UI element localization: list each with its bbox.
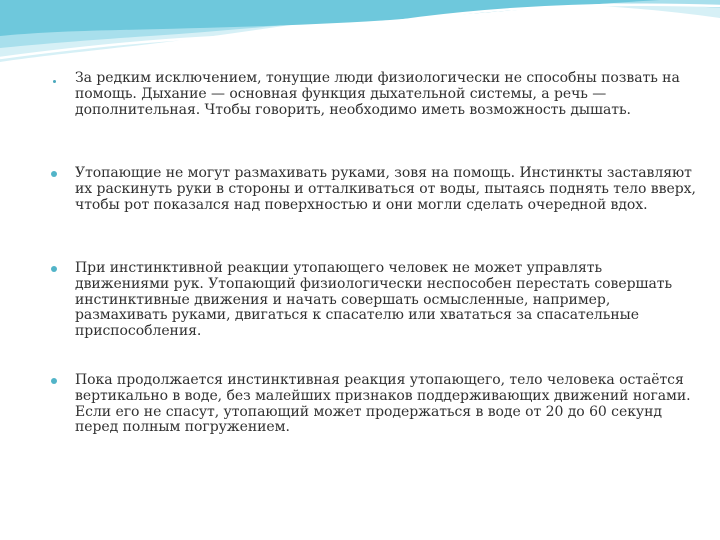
bullet-dot-icon xyxy=(51,266,57,272)
bullet-item-4 xyxy=(58,373,698,436)
bullet-item-1 xyxy=(58,71,698,118)
bullet-text-4: Пока продолжается инстинктивная реакция утопающего, тело человека остаётся вертикально в воде, без малейших признаков поддерживающих движений ногами. Если его не спасут, утопающий может продержаться в воде от 20 до 60 секунд перед полным погружением. xyxy=(75,372,691,436)
bullet-item-3 xyxy=(58,261,698,340)
wave-decoration xyxy=(0,0,720,80)
bullet-text-3: При инстинктивной реакции утопающего человек не может управлять движениями рук. Утопающий физиологически неспособен перестать совершать инстинктивные движения и начать совершать осмысленные, например, размахивать руками, двигаться к спасателю или хвататься за спасательные приспособления. xyxy=(75,260,673,340)
bullet-text-1: За редким исключением, тонущие люди физиологически не способны позвать на помощь. Дыхание — основная функция дыхательной системы, а речь — дополнительная. Чтобы говорить, необходимо иметь возможность дышать. xyxy=(75,70,680,118)
bullet-item-2 xyxy=(58,166,698,213)
bullet-dot-icon xyxy=(53,80,56,83)
bullet-dot-icon xyxy=(51,171,57,177)
bullet-text-2: Утопающие не могут размахивать руками, зовя на помощь. Инстинкты заставляют их раскинуть руки в стороны и отталкиваться от воды, пытаясь поднять тело вверх, чтобы рот показался над поверхностью и они могли сделать очередной вдох. xyxy=(75,165,696,213)
bullet-dot-icon xyxy=(51,378,57,384)
